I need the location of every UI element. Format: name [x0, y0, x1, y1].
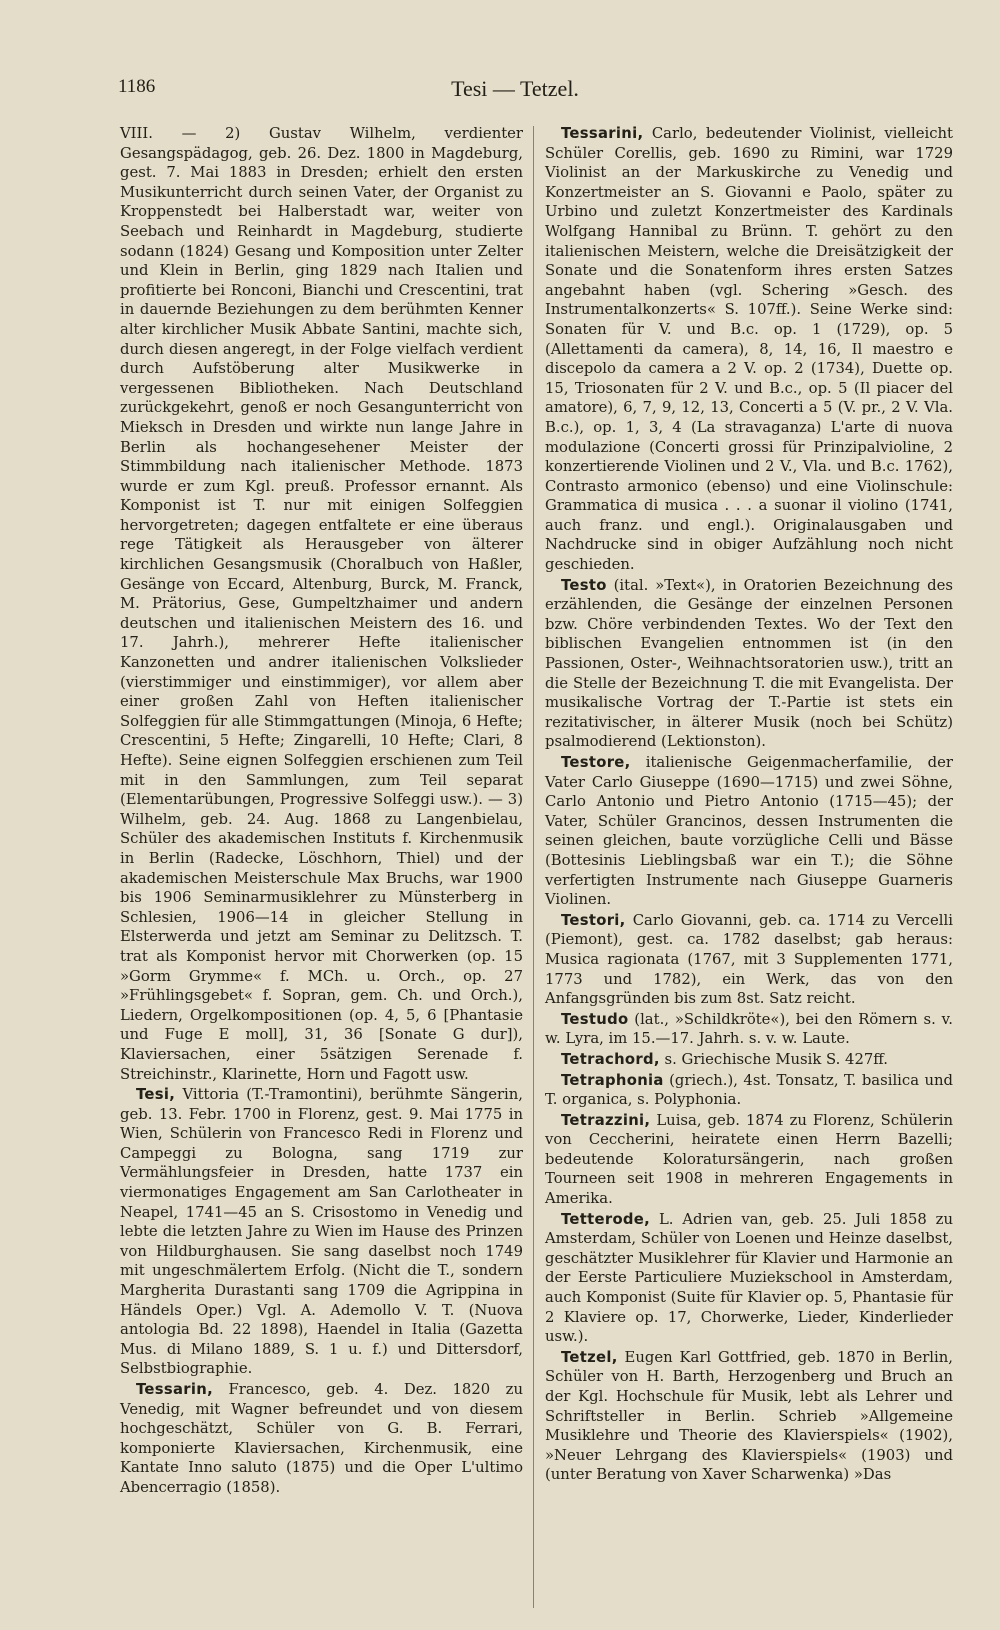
entry-headword: Testo: [561, 576, 607, 594]
page-header: [118, 76, 912, 116]
dictionary-entry: [545, 1010, 953, 1049]
left-column: [120, 124, 523, 1499]
entry-text: Vittoria (T.-Tramontini), berühmte Sängerin, geb. 13. Febr. 1700 in Florenz, gest. 9. Mai 1775 in Wien, Schülerin von Francesco Redi in Florenz und Campeggi zu Bologna, sang 1719 zur Vermählungsfeier in Dresden, hatte 1737 ein viermonatiges Engagement am San Carlotheater in Neapel, 1741—45 an S. Crisostomo in Venedig und lebte die letzten Jahre zu Wien im Hause des Prinzen von Hildburghausen. Sie sang daselbst noch 1749 mit ungeschmälertem Erfolg. (Nicht die T., sondern Margherita Durastanti sang 1709 die Agrippina in Händels Oper.) Vgl. A. Ademollo V. T. (Nuova antologia Bd. 22 1898), Haendel in Italia (Gazetta Mus. di Milano 1889, S. 1 u. f.) und Dittersdorf, Selbstbiographie.: [120, 1086, 523, 1378]
dictionary-entry: [545, 1071, 953, 1110]
dictionary-entry: [545, 753, 953, 910]
dictionary-entry: [120, 1380, 523, 1498]
dictionary-entry: [120, 1085, 523, 1379]
entry-headword: Tetraphonia: [561, 1071, 664, 1089]
entry-text: L. Adrien van, geb. 25. Juli 1858 zu Amsterdam, Schüler von Loenen und Heinze daselbst, geschätzter Musiklehrer für Klavier und Harmonie an der Eerste Particuliere Muziekschool in Amsterdam, auch Komponist (Suite für Klavier op. 5, Phantasie für 2 Klaviere op. 17, Chorwerke, Lieder, Kinderlieder usw.).: [545, 1210, 953, 1346]
running-head: Tesi — Tetzel.: [451, 76, 579, 101]
dictionary-entry: [545, 576, 953, 752]
page-number: 1186: [118, 76, 156, 97]
entry-text: (lat., »Schildkröte«), bei den Römern s. v. w. Lyra, im 15.—17. Jahrh. s. v. w. Laute.: [545, 1010, 953, 1048]
entry-text: (ital. »Text«), in Oratorien Bezeichnung des erzählenden, die Gesänge der einzelnen Personen bzw. Chöre verbindenden Textes. Wo der Text den biblischen Evangelien entnommen ist (in den Passionen, Oster-, Weihnachtsoratorien usw.), tritt an die Stelle der Bezeichnung T. die mit Evangelista. Der musikalische Vortrag der T.-Partie ist stets ein rezitativischer, in älterer Musik (noch bei Schütz) psalmodierend (Lektionston).: [545, 576, 953, 751]
entry-text: Eugen Karl Gottfried, geb. 1870 in Berlin, Schüler von H. Barth, Herzogenberg und Bruch an der Kgl. Hochschule für Musik, lebt als Lehrer und Schriftsteller in Berlin. Schrieb »Allgemeine Musiklehre und Theorie des Klavierspiels« (1902), »Neuer Lehrgang des Klavierspiels« (1903) und (unter Beratung von Xaver Scharwenka) »Das: [545, 1348, 953, 1484]
right-column: [545, 124, 953, 1486]
entry-headword: Testudo: [561, 1010, 629, 1028]
entry-text: Francesco, geb. 4. Dez. 1820 zu Venedig, mit Wagner befreundet und von diesem hochgeschätzt, Schüler von G. B. Ferrari, komponierte Klaviersachen, Kirchenmusik, eine Kantate Inno saluto (1875) und die Oper L'ultimo Abencerragio (1858).: [120, 1381, 523, 1496]
entry-headword: Testori,: [561, 911, 626, 929]
dictionary-entry: [545, 1348, 953, 1485]
dictionary-entry: [545, 124, 953, 575]
column-divider: [533, 126, 534, 1608]
entry-text: Carlo Giovanni, geb. ca. 1714 zu Vercelli (Piemont), gest. ca. 1782 daselbst; gab heraus: Musica ragionata (1767, mit 3 Supplementen 1771, 1773 und 1782), ein Werk, das von den Anfangsgründen bis zum 8st. Satz reicht.: [545, 911, 953, 1008]
entry-text: Carlo, bedeutender Violinist, vielleicht Schüler Corellis, geb. 1690 zu Rimini, war 1729 Violinist an der Markuskirche zu Venedig und Konzertmeister an S. Giovanni e Paolo, später zu Urbino und zuletzt Konzertmeister des Kardinals Wolfgang Hannibal zu Brünn. T. gehört zu den italienischen Meistern, welche die Dreisätzigkeit der Sonate und die Sonatenform ihres ersten Satzes angebahnt haben (vgl. Schering »Gesch. des Instrumentalkonzerts« S. 107ff.). Seine Werke sind: Sonaten für V. und B.c. op. 1 (1729), op. 5 (Allettamenti da camera), 8, 14, 16, Il maestro e discepolo da camera a 2 V. op. 2 (1734), Duette op. 15, Triosonaten für 2 V. und B.c., op. 5 (Il piacer del amatore), 6, 7, 9, 12, 13, Concerti a 5 (V. pr., 2 V. Vla. B.c.), op. 1, 3, 4 (La stravaganza) L'arte di nuova modulazione (Concerti grossi für Prinzipalvioline, 2 konzertierende Violinen und 2 V., Vla. und B.c. 1762), Contrasto armonico (ebenso) und eine Violinschule: Grammatica di musica . . . a suonar il violino (1741, auch franz. und engl.). Originalausgaben und Nachdrucke sind in obiger Aufzählung noch nicht geschieden.: [545, 125, 953, 574]
entry-headword: Tetzel,: [561, 1348, 618, 1366]
entry-headword: Tetrachord,: [561, 1050, 660, 1068]
entry-headword: Tessarini,: [561, 125, 644, 142]
entry-text: italienische Geigenmacherfamilie, der Vater Carlo Giuseppe (1690—1715) und zwei Söhne, Carlo Antonio und Pietro Antonio (1715—45); der Vater, Schüler Grancinos, dessen Instrumenten die seinen gleichen, baute vorzügliche Celli und Bässe (Bottesinis Lieblingsbaß war ein T.); die Söhne verfertigten Instrumente nach Giuseppe Guarneris Violinen.: [545, 754, 953, 909]
entry-text: VIII. — 2) Gustav Wilhelm, verdienter Gesangspädagog, geb. 26. Dez. 1800 in Magdeburg, gest. 7. Mai 1883 in Dresden; erhielt den ersten Musikunterricht durch seinen Vater, der Organist zu Kroppenstedt bei Halberstadt war, weiter von Seebach und Reinhardt in Magdeburg, studierte sodann (1824) Gesang und Komposition unter Zelter und Klein in Berlin, ging 1829 nach Italien und profitierte bei Ronconi, Bianchi und Crescentini, trat in dauernde Beziehungen zu dem berühmten Kenner alter kirchlicher Musik Abbate Santini, machte sich, durch diesen angeregt, in der Folge vielfach verdient durch Aufstöberung alter Musikwerke in vergessenen Bibliotheken. Nach Deutschland zurückgekehrt, genoß er noch Gesangunterricht von Mieksch in Dresden und wirkte nun lange Jahre in Berlin als hochangesehener Meister der Stimmbildung nach italienischer Methode. 1873 wurde er zum Kgl. preuß. Professor ernannt. Als Komponist ist T. nur mit einigen Solfeggien hervorgetreten; dagegen entfaltete er eine überaus rege Tätigkeit als Herausgeber von älterer kirchlichen Gesangsmusik (Choralbuch von Haßler, Gesänge von Eccard, Altenburg, Burck, M. Franck, M. Prätorius, Gese, Gumpeltzhaimer und andern deutschen und italienischen Meistern des 16. und 17. Jahrh.), mehrerer Hefte italienischer Kanzonetten und andrer italienischen Volkslieder (vierstimmiger und einstimmiger), vor allem aber einer großen Zahl von Heften italienischer Solfeggien für alle Stimmgattungen (Minoja, 6 Hefte; Crescentini, 5 Hefte; Zingarelli, 10 Hefte; Clari, 8 Hefte). Seine eignen Solfeggien erschienen zum Teil mit in den Sammlungen, zum Teil separat (Elementarübungen, Progressive Solfeggi usw.). — 3) Wilhelm, geb. 24. Aug. 1868 zu Langenbielau, Schüler des akademischen Instituts f. Kirchenmusik in Berlin (Radecke, Löschhorn, Thiel) und der akademischen Meisterschule Max Bruchs, war 1900 bis 1906 Seminarmusiklehrer zu Münsterberg in Schlesien, 1906—14 in gleicher Stellung in Elsterwerda und jetzt am Seminar zu Delitzsch. T. trat als Komponist hervor mit Chorwerken (op. 15 »Gorm Grymme« f. MCh. u. Orch., op. 27 »Frühlingsgebet« f. Sopran, gem. Ch. und Orch.), Liedern, Orgelkompositionen (op. 4, 5, 6 [Phantasie und Fuge E moll], 31, 36 [Sonate G dur]), Klaviersachen, einer 5sätzigen Serenade f. Streichinstr., Klarinette, Horn und Fagott usw.: [120, 125, 523, 1083]
entry-headword: Tessarin,: [136, 1381, 213, 1398]
entry-headword: Tetrazzini,: [561, 1111, 651, 1129]
entry-text: Luisa, geb. 1874 zu Florenz, Schülerin von Ceccherini, heiratete einen Herrn Bazelli; bedeutende Koloratursängerin, nach großen Tourneen seit 1908 in mehreren Engagements in Amerika.: [545, 1111, 953, 1208]
entry-headword: Testore,: [561, 754, 631, 771]
dictionary-entry: [545, 1050, 953, 1070]
entry-headword: Tesi,: [136, 1086, 176, 1104]
dictionary-entry: [120, 124, 523, 1084]
dictionary-entry: [545, 1210, 953, 1347]
dictionary-entry: [545, 911, 953, 1009]
dictionary-entry: [545, 1111, 953, 1209]
entry-text: s. Griechische Musik S. 427ff.: [664, 1050, 888, 1068]
entry-headword: Tetterode,: [561, 1210, 651, 1228]
entry-text: (griech.), 4st. Tonsatz, T. basilica und T. organica, s. Polyphonia.: [545, 1071, 953, 1109]
